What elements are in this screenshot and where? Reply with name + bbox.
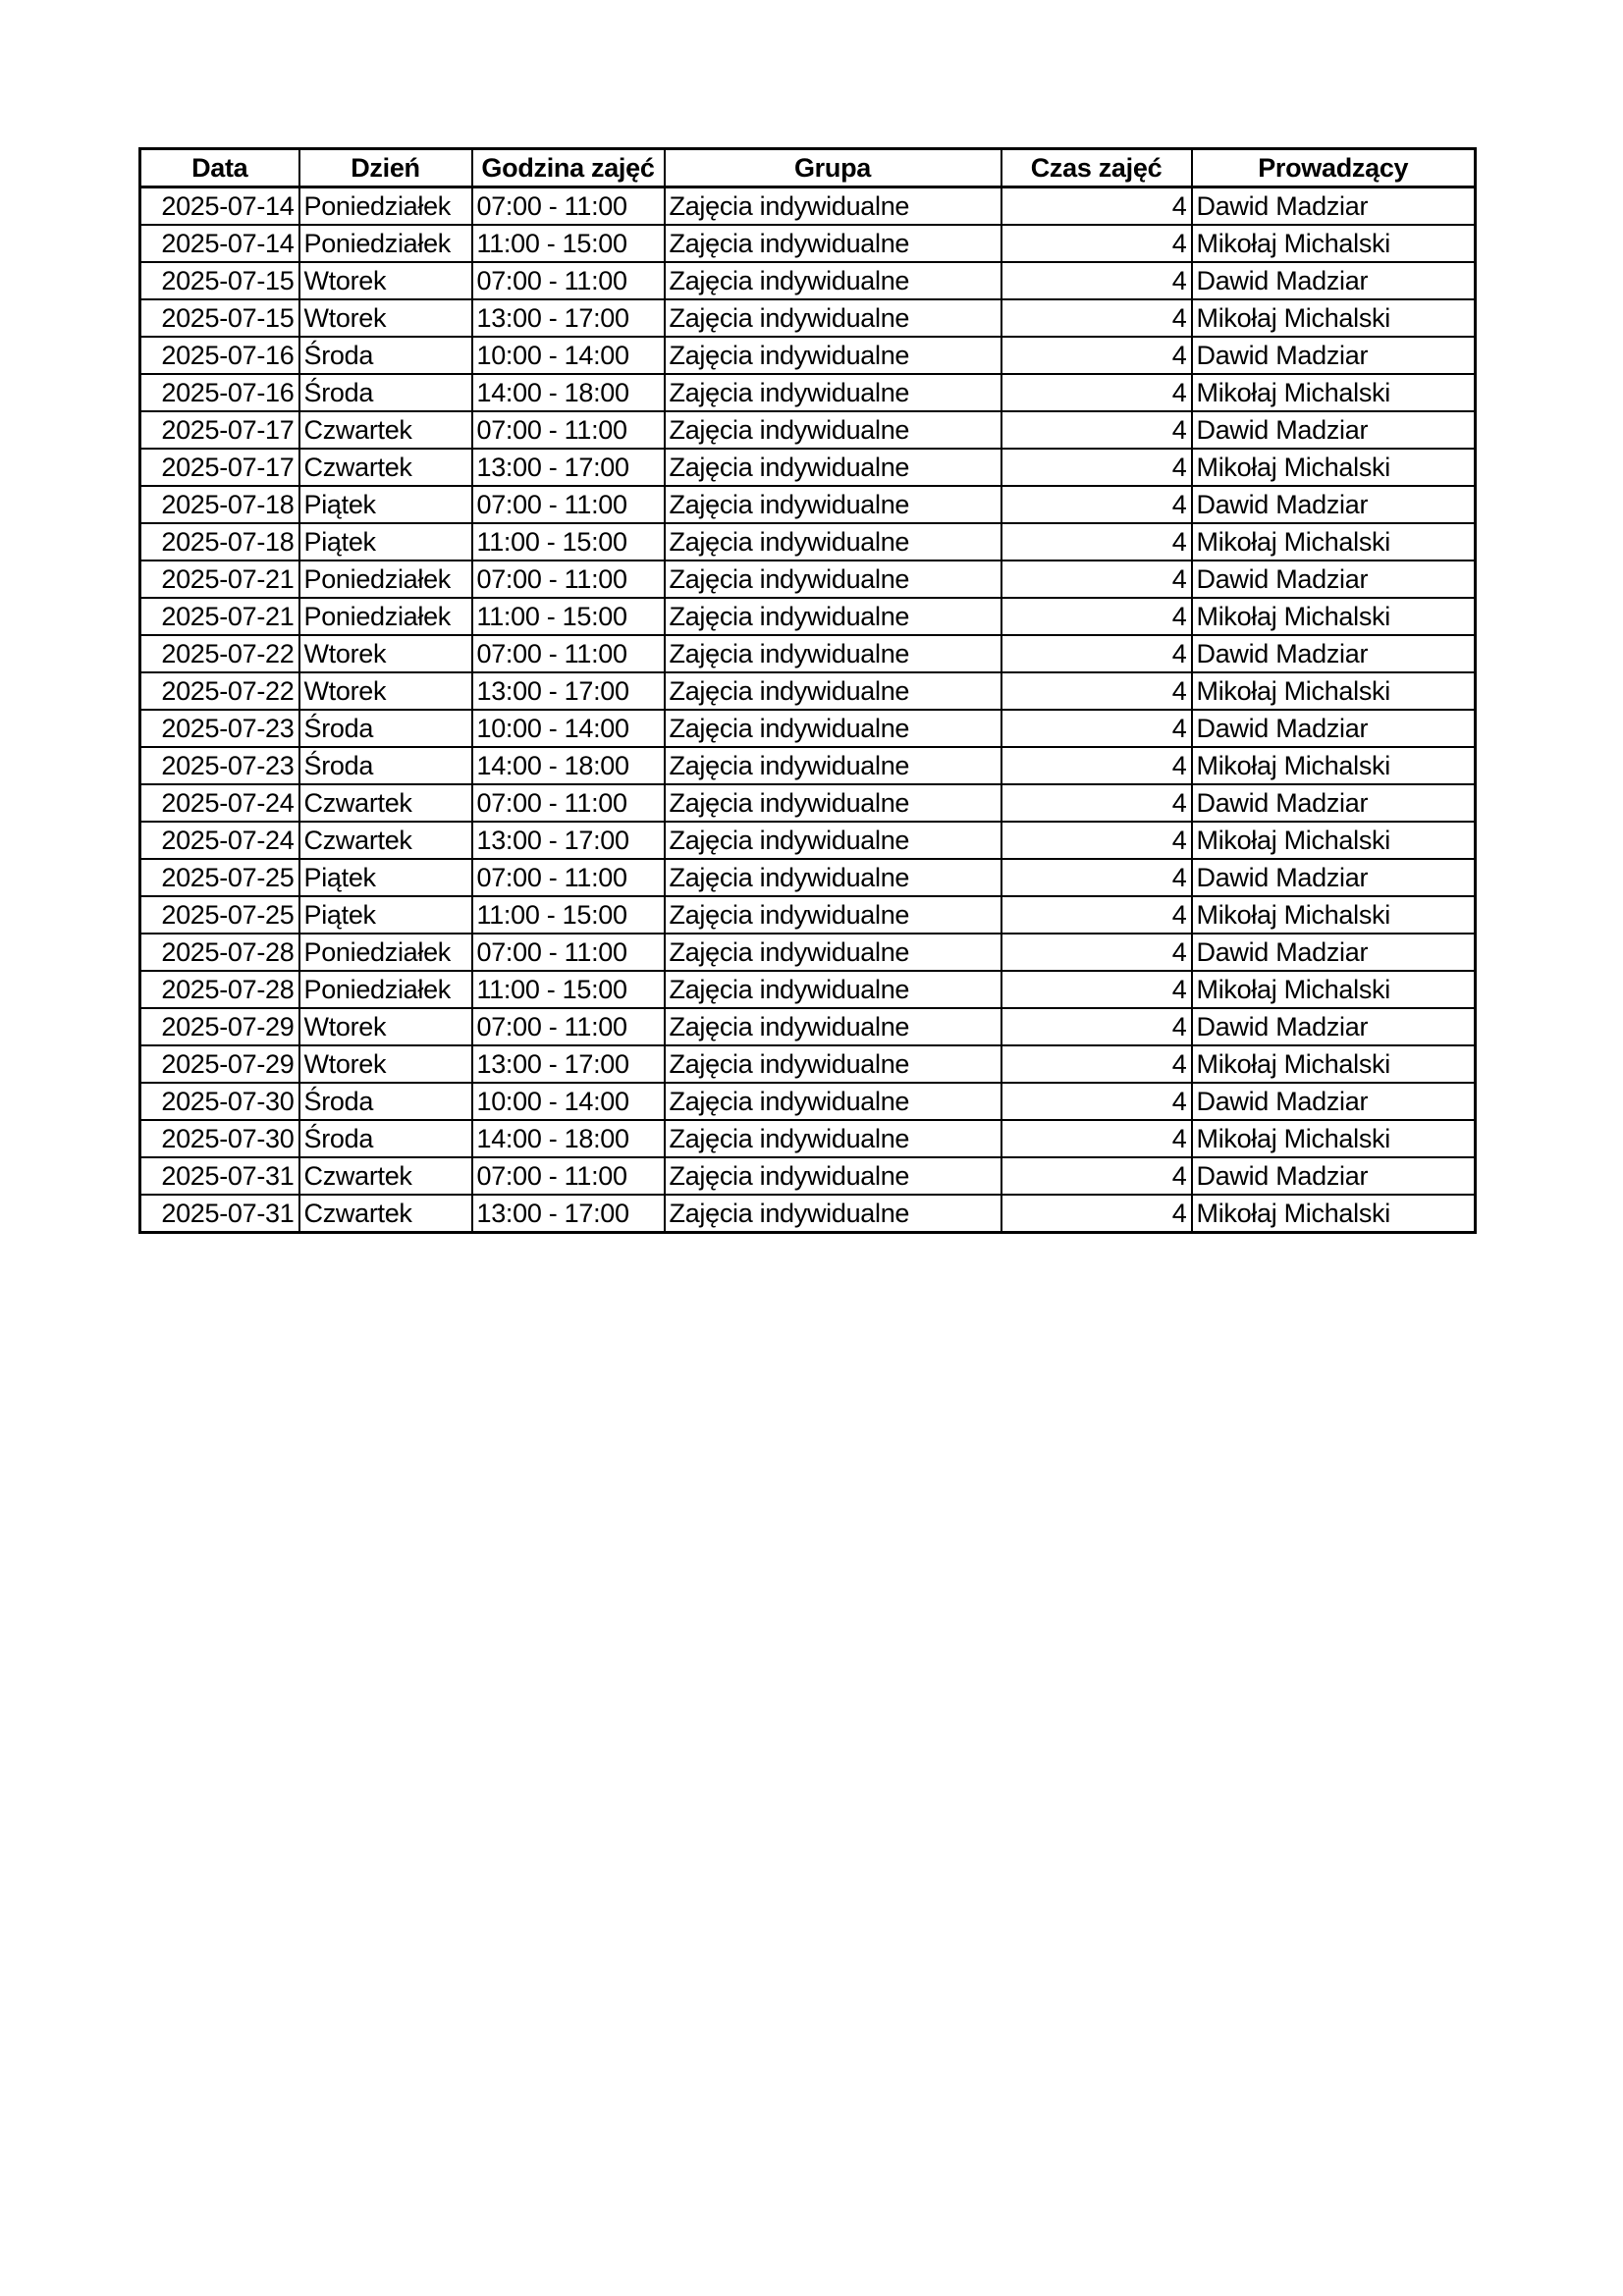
cell-day: Środa <box>299 747 472 784</box>
cell-date: 2025-07-14 <box>140 225 299 262</box>
cell-duration: 4 <box>1001 1195 1192 1233</box>
header-teacher: Prowadzący <box>1192 149 1476 187</box>
cell-group: Zajęcia indywidualne <box>665 896 1001 934</box>
cell-duration: 4 <box>1001 337 1192 374</box>
table-row <box>140 896 1476 934</box>
cell-group: Zajęcia indywidualne <box>665 262 1001 299</box>
cell-group: Zajęcia indywidualne <box>665 635 1001 672</box>
cell-date: 2025-07-22 <box>140 672 299 710</box>
table-row <box>140 411 1476 449</box>
cell-hours: 07:00 - 11:00 <box>472 187 665 226</box>
cell-group: Zajęcia indywidualne <box>665 374 1001 411</box>
cell-day: Piątek <box>299 896 472 934</box>
cell-group: Zajęcia indywidualne <box>665 187 1001 226</box>
cell-date: 2025-07-15 <box>140 262 299 299</box>
cell-hours: 11:00 - 15:00 <box>472 896 665 934</box>
cell-group: Zajęcia indywidualne <box>665 1157 1001 1195</box>
cell-duration: 4 <box>1001 299 1192 337</box>
cell-teacher: Mikołaj Michalski <box>1192 225 1476 262</box>
cell-date: 2025-07-23 <box>140 710 299 747</box>
cell-day: Czwartek <box>299 784 472 822</box>
cell-duration: 4 <box>1001 1008 1192 1045</box>
schedule-table <box>138 147 1477 1234</box>
cell-duration: 4 <box>1001 225 1192 262</box>
header-group: Grupa <box>665 149 1001 187</box>
header-date: Data <box>140 149 299 187</box>
cell-hours: 14:00 - 18:00 <box>472 374 665 411</box>
cell-group: Zajęcia indywidualne <box>665 1195 1001 1233</box>
cell-date: 2025-07-25 <box>140 896 299 934</box>
cell-teacher: Dawid Madziar <box>1192 934 1476 971</box>
cell-duration: 4 <box>1001 896 1192 934</box>
cell-day: Wtorek <box>299 1045 472 1083</box>
cell-day: Czwartek <box>299 411 472 449</box>
cell-date: 2025-07-30 <box>140 1120 299 1157</box>
cell-date: 2025-07-31 <box>140 1195 299 1233</box>
cell-group: Zajęcia indywidualne <box>665 1008 1001 1045</box>
cell-teacher: Mikołaj Michalski <box>1192 971 1476 1008</box>
cell-duration: 4 <box>1001 598 1192 635</box>
cell-duration: 4 <box>1001 374 1192 411</box>
cell-date: 2025-07-16 <box>140 374 299 411</box>
header-hours: Godzina zajęć <box>472 149 665 187</box>
cell-teacher: Dawid Madziar <box>1192 262 1476 299</box>
cell-teacher: Dawid Madziar <box>1192 710 1476 747</box>
cell-duration: 4 <box>1001 1120 1192 1157</box>
cell-teacher: Mikołaj Michalski <box>1192 747 1476 784</box>
cell-teacher: Dawid Madziar <box>1192 1157 1476 1195</box>
cell-teacher: Mikołaj Michalski <box>1192 598 1476 635</box>
cell-date: 2025-07-28 <box>140 971 299 1008</box>
cell-day: Wtorek <box>299 262 472 299</box>
table-row <box>140 672 1476 710</box>
cell-group: Zajęcia indywidualne <box>665 449 1001 486</box>
table-row <box>140 1195 1476 1233</box>
cell-group: Zajęcia indywidualne <box>665 784 1001 822</box>
cell-duration: 4 <box>1001 561 1192 598</box>
cell-teacher: Dawid Madziar <box>1192 1083 1476 1120</box>
cell-duration: 4 <box>1001 971 1192 1008</box>
cell-duration: 4 <box>1001 411 1192 449</box>
cell-teacher: Mikołaj Michalski <box>1192 299 1476 337</box>
cell-group: Zajęcia indywidualne <box>665 672 1001 710</box>
cell-teacher: Dawid Madziar <box>1192 635 1476 672</box>
cell-teacher: Mikołaj Michalski <box>1192 1195 1476 1233</box>
cell-date: 2025-07-15 <box>140 299 299 337</box>
cell-duration: 4 <box>1001 449 1192 486</box>
cell-duration: 4 <box>1001 710 1192 747</box>
header-day: Dzień <box>299 149 472 187</box>
cell-date: 2025-07-31 <box>140 1157 299 1195</box>
cell-day: Piątek <box>299 859 472 896</box>
table-row <box>140 374 1476 411</box>
cell-date: 2025-07-17 <box>140 449 299 486</box>
cell-teacher: Mikołaj Michalski <box>1192 822 1476 859</box>
cell-hours: 07:00 - 11:00 <box>472 635 665 672</box>
cell-teacher: Dawid Madziar <box>1192 1008 1476 1045</box>
cell-hours: 07:00 - 11:00 <box>472 784 665 822</box>
cell-duration: 4 <box>1001 187 1192 226</box>
cell-group: Zajęcia indywidualne <box>665 1120 1001 1157</box>
table-body <box>140 187 1476 1233</box>
cell-duration: 4 <box>1001 822 1192 859</box>
cell-day: Czwartek <box>299 449 472 486</box>
cell-hours: 10:00 - 14:00 <box>472 710 665 747</box>
cell-day: Wtorek <box>299 672 472 710</box>
cell-date: 2025-07-14 <box>140 187 299 226</box>
cell-teacher: Mikołaj Michalski <box>1192 523 1476 561</box>
cell-teacher: Mikołaj Michalski <box>1192 374 1476 411</box>
cell-hours: 11:00 - 15:00 <box>472 598 665 635</box>
cell-teacher: Mikołaj Michalski <box>1192 672 1476 710</box>
table-row <box>140 598 1476 635</box>
table-row <box>140 486 1476 523</box>
cell-hours: 07:00 - 11:00 <box>472 561 665 598</box>
cell-teacher: Dawid Madziar <box>1192 411 1476 449</box>
table-row <box>140 337 1476 374</box>
table-row <box>140 710 1476 747</box>
table-row <box>140 822 1476 859</box>
cell-group: Zajęcia indywidualne <box>665 934 1001 971</box>
cell-group: Zajęcia indywidualne <box>665 337 1001 374</box>
cell-date: 2025-07-18 <box>140 486 299 523</box>
cell-day: Wtorek <box>299 1008 472 1045</box>
table-row <box>140 187 1476 226</box>
cell-day: Środa <box>299 1120 472 1157</box>
cell-hours: 10:00 - 14:00 <box>472 337 665 374</box>
cell-group: Zajęcia indywidualne <box>665 299 1001 337</box>
cell-duration: 4 <box>1001 1045 1192 1083</box>
cell-group: Zajęcia indywidualne <box>665 598 1001 635</box>
table-row <box>140 934 1476 971</box>
cell-teacher: Mikołaj Michalski <box>1192 449 1476 486</box>
cell-hours: 13:00 - 17:00 <box>472 299 665 337</box>
table-row <box>140 635 1476 672</box>
cell-day: Środa <box>299 374 472 411</box>
cell-day: Czwartek <box>299 1157 472 1195</box>
cell-date: 2025-07-29 <box>140 1008 299 1045</box>
cell-day: Poniedziałek <box>299 934 472 971</box>
cell-day: Piątek <box>299 523 472 561</box>
cell-duration: 4 <box>1001 934 1192 971</box>
cell-date: 2025-07-23 <box>140 747 299 784</box>
cell-day: Wtorek <box>299 299 472 337</box>
cell-teacher: Dawid Madziar <box>1192 337 1476 374</box>
cell-group: Zajęcia indywidualne <box>665 822 1001 859</box>
table-row <box>140 747 1476 784</box>
cell-hours: 07:00 - 11:00 <box>472 486 665 523</box>
cell-hours: 11:00 - 15:00 <box>472 225 665 262</box>
cell-date: 2025-07-17 <box>140 411 299 449</box>
cell-duration: 4 <box>1001 747 1192 784</box>
cell-teacher: Mikołaj Michalski <box>1192 1120 1476 1157</box>
cell-hours: 14:00 - 18:00 <box>472 747 665 784</box>
cell-day: Czwartek <box>299 1195 472 1233</box>
cell-date: 2025-07-25 <box>140 859 299 896</box>
table-row <box>140 262 1476 299</box>
cell-hours: 14:00 - 18:00 <box>472 1120 665 1157</box>
cell-group: Zajęcia indywidualne <box>665 523 1001 561</box>
cell-teacher: Dawid Madziar <box>1192 859 1476 896</box>
cell-day: Piątek <box>299 486 472 523</box>
cell-date: 2025-07-30 <box>140 1083 299 1120</box>
cell-date: 2025-07-28 <box>140 934 299 971</box>
cell-duration: 4 <box>1001 859 1192 896</box>
cell-hours: 13:00 - 17:00 <box>472 672 665 710</box>
cell-date: 2025-07-21 <box>140 561 299 598</box>
table-header <box>140 149 1476 187</box>
header-duration: Czas zajęć <box>1001 149 1192 187</box>
cell-duration: 4 <box>1001 635 1192 672</box>
cell-group: Zajęcia indywidualne <box>665 971 1001 1008</box>
table-row <box>140 449 1476 486</box>
cell-hours: 13:00 - 17:00 <box>472 1045 665 1083</box>
table-row <box>140 784 1476 822</box>
cell-day: Poniedziałek <box>299 187 472 226</box>
cell-day: Poniedziałek <box>299 971 472 1008</box>
cell-group: Zajęcia indywidualne <box>665 1083 1001 1120</box>
table-row <box>140 1008 1476 1045</box>
cell-date: 2025-07-22 <box>140 635 299 672</box>
cell-date: 2025-07-24 <box>140 784 299 822</box>
cell-duration: 4 <box>1001 784 1192 822</box>
table-row <box>140 971 1476 1008</box>
table-row <box>140 1157 1476 1195</box>
cell-day: Środa <box>299 1083 472 1120</box>
table-row <box>140 299 1476 337</box>
cell-teacher: Dawid Madziar <box>1192 187 1476 226</box>
cell-hours: 07:00 - 11:00 <box>472 1008 665 1045</box>
cell-hours: 13:00 - 17:00 <box>472 1195 665 1233</box>
cell-duration: 4 <box>1001 523 1192 561</box>
cell-hours: 07:00 - 11:00 <box>472 262 665 299</box>
cell-day: Poniedziałek <box>299 598 472 635</box>
cell-duration: 4 <box>1001 262 1192 299</box>
header-row <box>140 149 1476 187</box>
cell-day: Środa <box>299 710 472 747</box>
cell-day: Poniedziałek <box>299 225 472 262</box>
cell-day: Czwartek <box>299 822 472 859</box>
cell-group: Zajęcia indywidualne <box>665 486 1001 523</box>
cell-teacher: Dawid Madziar <box>1192 486 1476 523</box>
cell-group: Zajęcia indywidualne <box>665 710 1001 747</box>
cell-date: 2025-07-24 <box>140 822 299 859</box>
cell-teacher: Mikołaj Michalski <box>1192 1045 1476 1083</box>
cell-group: Zajęcia indywidualne <box>665 1045 1001 1083</box>
cell-date: 2025-07-18 <box>140 523 299 561</box>
cell-group: Zajęcia indywidualne <box>665 411 1001 449</box>
cell-group: Zajęcia indywidualne <box>665 561 1001 598</box>
table-row <box>140 225 1476 262</box>
cell-hours: 13:00 - 17:00 <box>472 449 665 486</box>
table-row <box>140 1083 1476 1120</box>
cell-hours: 13:00 - 17:00 <box>472 822 665 859</box>
table-row <box>140 1045 1476 1083</box>
cell-date: 2025-07-21 <box>140 598 299 635</box>
cell-day: Środa <box>299 337 472 374</box>
table-row <box>140 523 1476 561</box>
cell-hours: 10:00 - 14:00 <box>472 1083 665 1120</box>
table-row <box>140 859 1476 896</box>
cell-hours: 07:00 - 11:00 <box>472 859 665 896</box>
cell-date: 2025-07-29 <box>140 1045 299 1083</box>
cell-hours: 07:00 - 11:00 <box>472 411 665 449</box>
cell-date: 2025-07-16 <box>140 337 299 374</box>
cell-duration: 4 <box>1001 1083 1192 1120</box>
cell-group: Zajęcia indywidualne <box>665 859 1001 896</box>
table-row <box>140 1120 1476 1157</box>
cell-duration: 4 <box>1001 672 1192 710</box>
cell-teacher: Mikołaj Michalski <box>1192 896 1476 934</box>
cell-teacher: Dawid Madziar <box>1192 561 1476 598</box>
cell-day: Wtorek <box>299 635 472 672</box>
cell-teacher: Dawid Madziar <box>1192 784 1476 822</box>
cell-duration: 4 <box>1001 486 1192 523</box>
cell-hours: 11:00 - 15:00 <box>472 971 665 1008</box>
cell-hours: 11:00 - 15:00 <box>472 523 665 561</box>
cell-day: Poniedziałek <box>299 561 472 598</box>
table-row <box>140 561 1476 598</box>
cell-group: Zajęcia indywidualne <box>665 747 1001 784</box>
cell-duration: 4 <box>1001 1157 1192 1195</box>
cell-hours: 07:00 - 11:00 <box>472 934 665 971</box>
cell-group: Zajęcia indywidualne <box>665 225 1001 262</box>
cell-hours: 07:00 - 11:00 <box>472 1157 665 1195</box>
